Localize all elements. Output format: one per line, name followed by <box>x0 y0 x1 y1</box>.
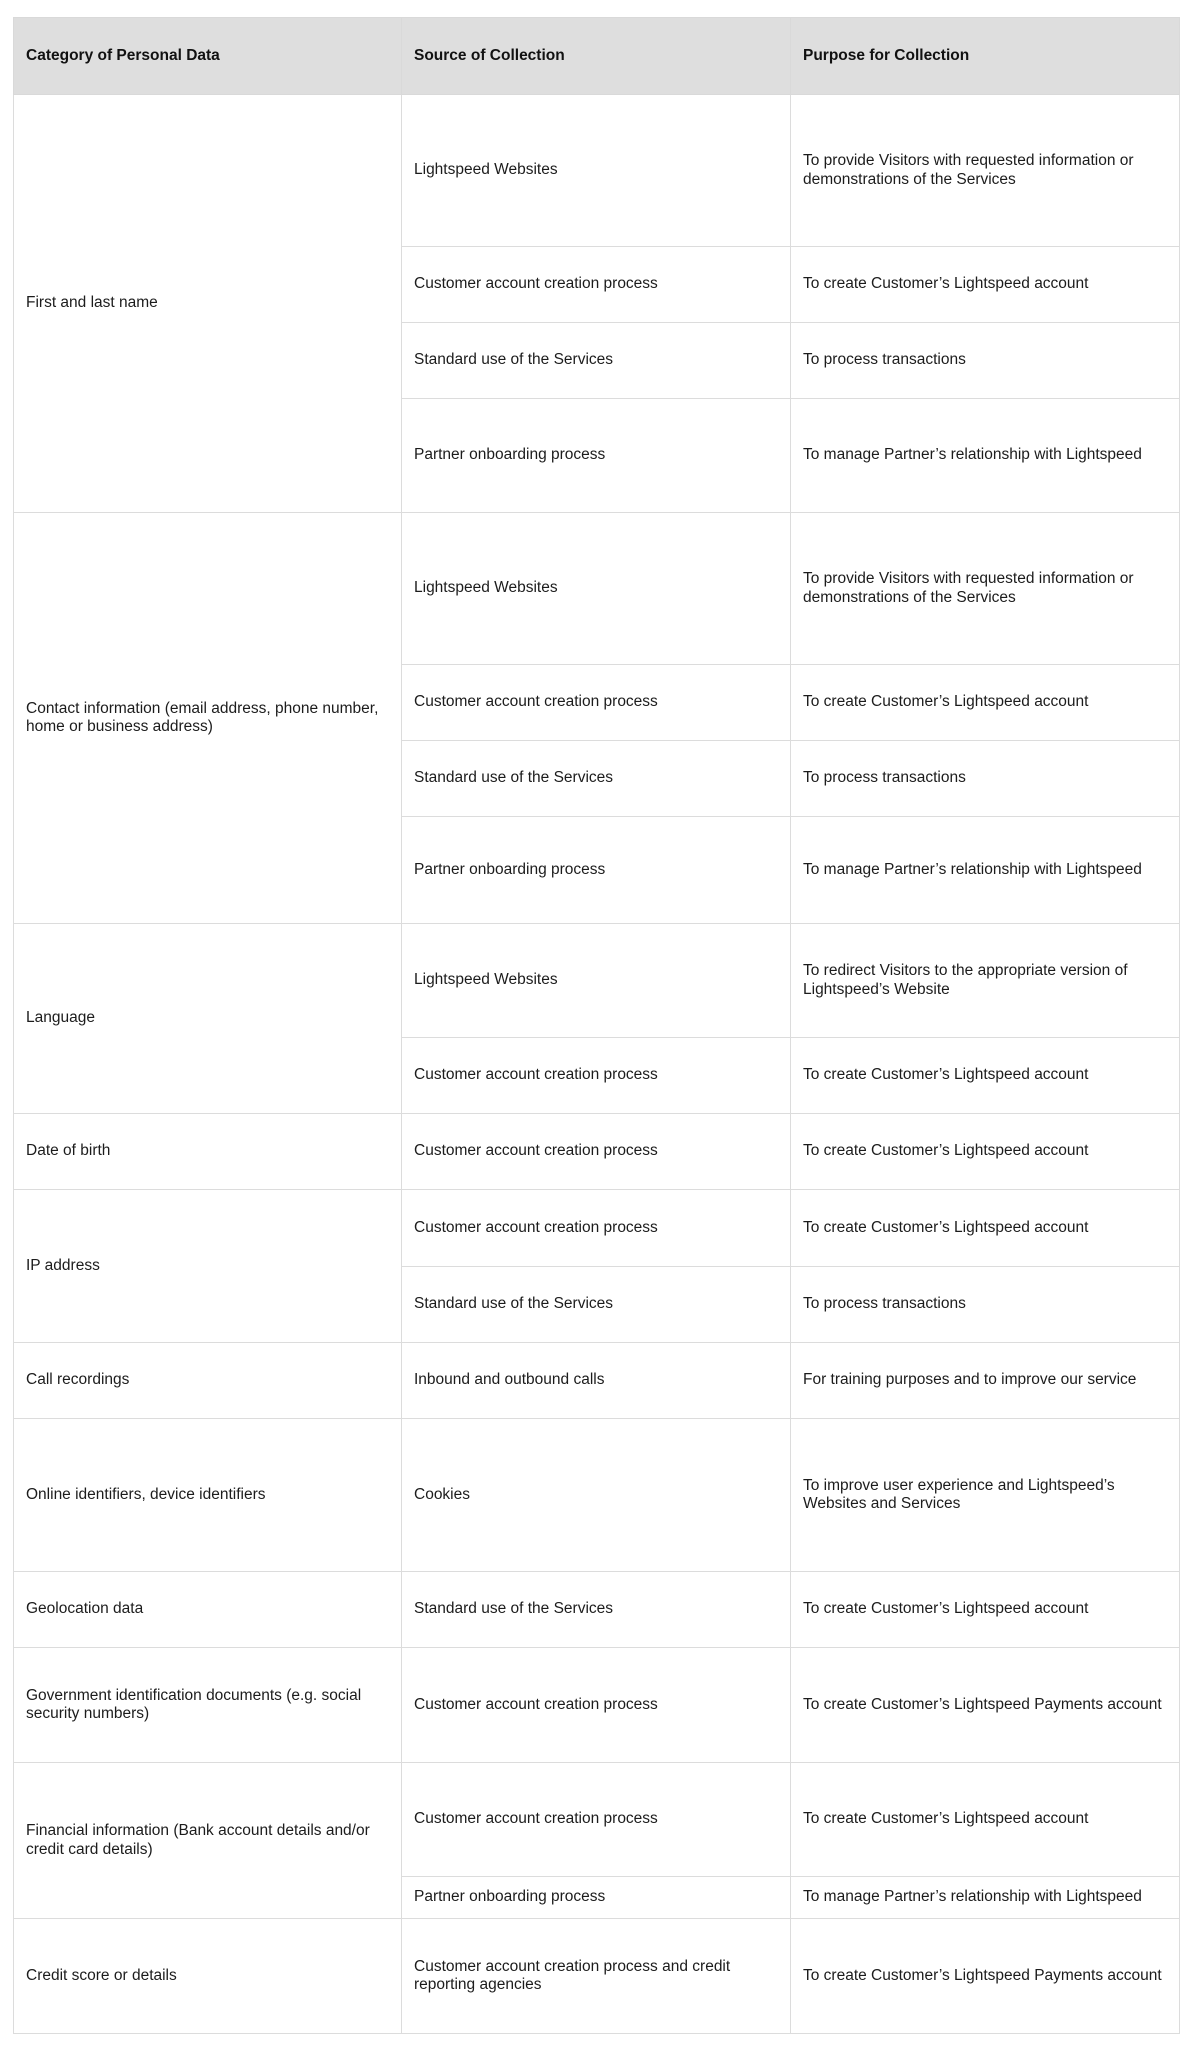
purpose-cell: To create Customer’s Lightspeed Payments account <box>791 1919 1180 2034</box>
purpose-cell: To provide Visitors with requested information or demonstrations of the Services <box>791 95 1180 247</box>
header-row <box>14 18 1180 95</box>
source-cell: Customer account creation process <box>402 1763 791 1877</box>
source-cell: Customer account creation process <box>402 1114 791 1190</box>
purpose-cell: To create Customer’s Lightspeed account <box>791 1190 1180 1267</box>
purpose-cell: To create Customer’s Lightspeed account <box>791 1038 1180 1114</box>
source-cell: Partner onboarding process <box>402 1877 791 1919</box>
source-cell: Customer account creation process and credit reporting agencies <box>402 1919 791 2034</box>
source-cell: Standard use of the Services <box>402 1572 791 1648</box>
category-cell: IP address <box>14 1190 402 1343</box>
category-cell: Financial information (Bank account details and/or credit card details) <box>14 1763 402 1919</box>
header-source: Source of Collection <box>402 18 791 95</box>
purpose-cell: To manage Partner’s relationship with Lightspeed <box>791 1877 1180 1919</box>
source-cell: Standard use of the Services <box>402 741 791 817</box>
personal-data-table-container <box>13 17 1179 2034</box>
source-cell: Lightspeed Websites <box>402 924 791 1038</box>
category-cell: Credit score or details <box>14 1919 402 2034</box>
source-cell: Partner onboarding process <box>402 399 791 513</box>
category-cell: Contact information (email address, phone number, home or business address) <box>14 513 402 924</box>
purpose-cell: For training purposes and to improve our service <box>791 1343 1180 1419</box>
source-cell: Customer account creation process <box>402 247 791 323</box>
category-cell: Geolocation data <box>14 1572 402 1648</box>
source-cell: Customer account creation process <box>402 1648 791 1763</box>
source-cell: Customer account creation process <box>402 1190 791 1267</box>
category-cell: Government identification documents (e.g. social security numbers) <box>14 1648 402 1763</box>
source-cell: Partner onboarding process <box>402 817 791 924</box>
table-row <box>14 1343 1180 1419</box>
table-row <box>14 95 1180 247</box>
purpose-cell: To provide Visitors with requested information or demonstrations of the Services <box>791 513 1180 665</box>
source-cell: Standard use of the Services <box>402 1267 791 1343</box>
table-row <box>14 513 1180 665</box>
purpose-cell: To redirect Visitors to the appropriate version of Lightspeed’s Website <box>791 924 1180 1038</box>
source-cell: Customer account creation process <box>402 1038 791 1114</box>
purpose-cell: To manage Partner’s relationship with Lightspeed <box>791 399 1180 513</box>
table-row <box>14 1190 1180 1267</box>
table-row <box>14 1572 1180 1648</box>
source-cell: Inbound and outbound calls <box>402 1343 791 1419</box>
category-cell: Online identifiers, device identifiers <box>14 1419 402 1572</box>
personal-data-table <box>13 17 1180 2034</box>
source-cell: Cookies <box>402 1419 791 1572</box>
category-cell: Date of birth <box>14 1114 402 1190</box>
purpose-cell: To create Customer’s Lightspeed account <box>791 1763 1180 1877</box>
table-row <box>14 1919 1180 2034</box>
table-row <box>14 1114 1180 1190</box>
purpose-cell: To create Customer’s Lightspeed account <box>791 1572 1180 1648</box>
category-cell: First and last name <box>14 95 402 513</box>
table-header <box>14 18 1180 95</box>
source-cell: Lightspeed Websites <box>402 95 791 247</box>
purpose-cell: To process transactions <box>791 323 1180 399</box>
source-cell: Lightspeed Websites <box>402 513 791 665</box>
purpose-cell: To manage Partner’s relationship with Lightspeed <box>791 817 1180 924</box>
source-cell: Standard use of the Services <box>402 323 791 399</box>
table-row <box>14 1648 1180 1763</box>
purpose-cell: To create Customer’s Lightspeed Payments account <box>791 1648 1180 1763</box>
purpose-cell: To create Customer’s Lightspeed account <box>791 665 1180 741</box>
header-purpose: Purpose for Collection <box>791 18 1180 95</box>
table-row <box>14 1419 1180 1572</box>
category-cell: Language <box>14 924 402 1114</box>
purpose-cell: To create Customer’s Lightspeed account <box>791 1114 1180 1190</box>
category-cell: Call recordings <box>14 1343 402 1419</box>
purpose-cell: To improve user experience and Lightspeed’s Websites and Services <box>791 1419 1180 1572</box>
purpose-cell: To process transactions <box>791 1267 1180 1343</box>
table-row <box>14 924 1180 1038</box>
table-row <box>14 1763 1180 1877</box>
purpose-cell: To create Customer’s Lightspeed account <box>791 247 1180 323</box>
purpose-cell: To process transactions <box>791 741 1180 817</box>
header-category: Category of Personal Data <box>14 18 402 95</box>
table-body <box>14 95 1180 2034</box>
source-cell: Customer account creation process <box>402 665 791 741</box>
